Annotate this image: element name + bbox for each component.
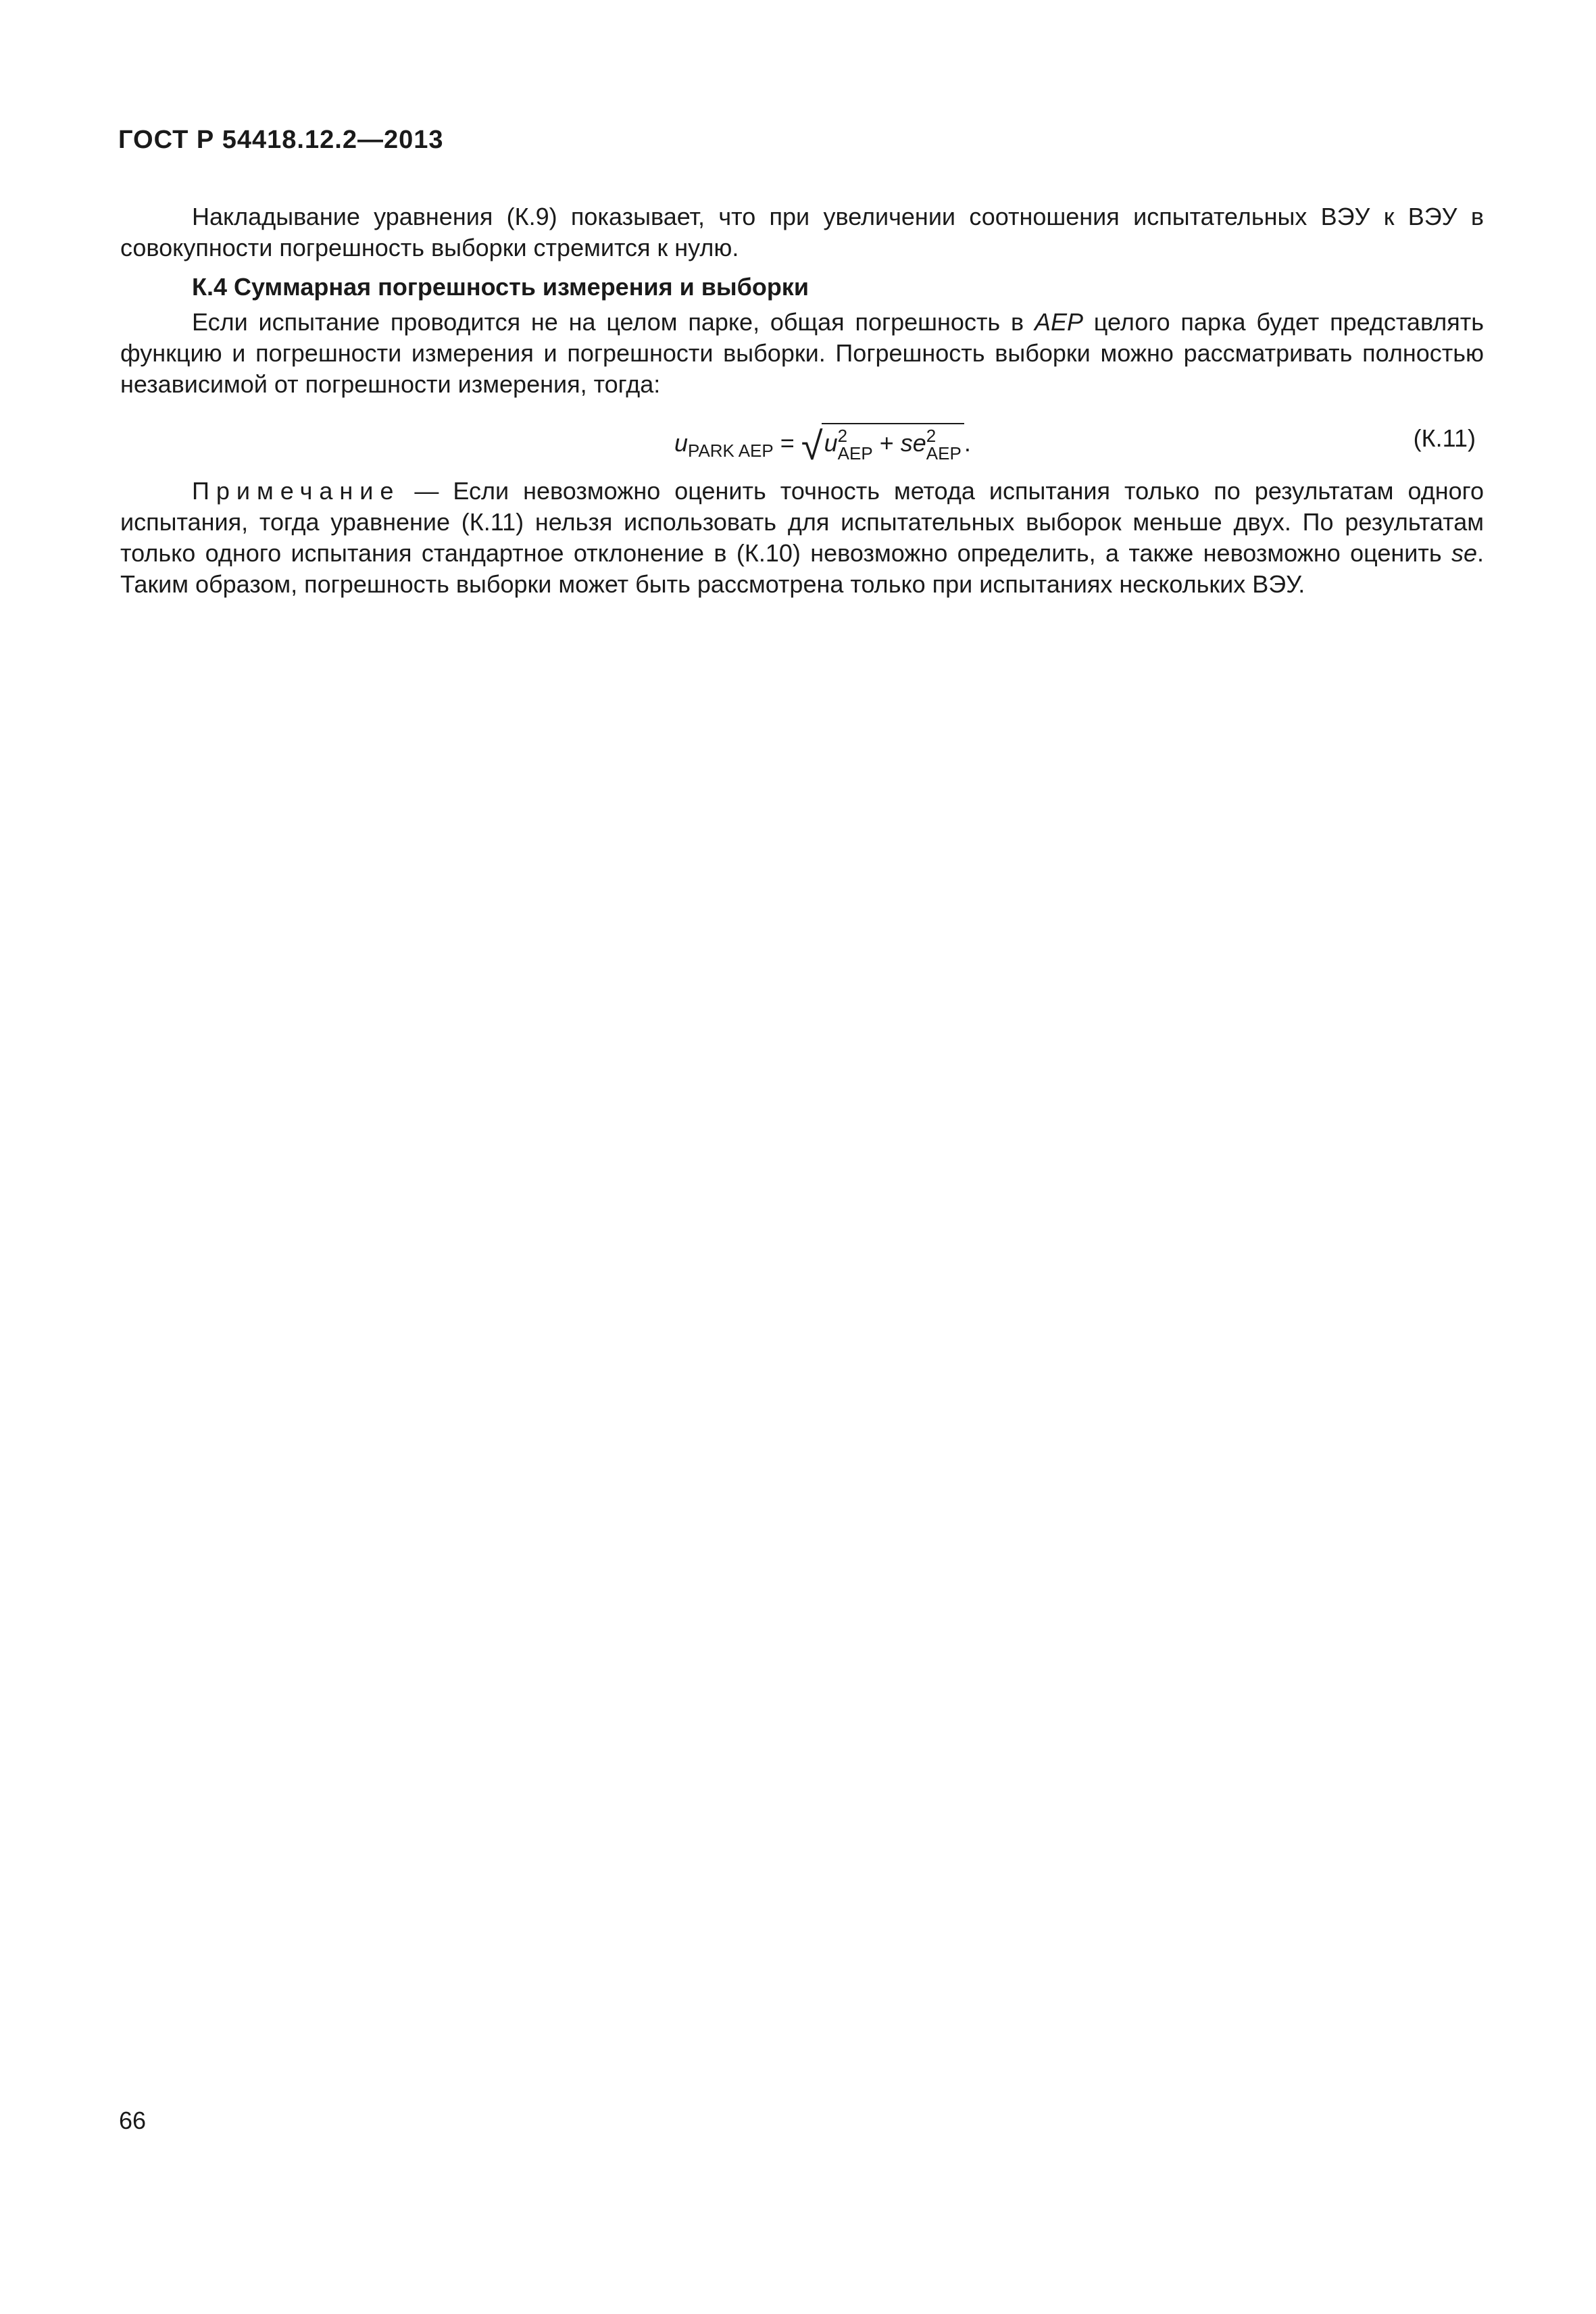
formula-term2-indices — [926, 427, 962, 462]
formula-lhs-var: u — [674, 429, 689, 457]
equation-number: (К.11) — [1413, 424, 1476, 452]
aep-term: AEP — [1034, 308, 1083, 336]
note-text-before: — Если невозможно оценить точность метода испытания только по результатам одного испытания, тогда уравнение (К.11) нельзя использовать для испытательных выборок меньше двух. По результатам только одного испытания стандартное отклонение в (К.10) невозможно определить, а также невозможно оценить — [120, 477, 1484, 567]
formula-expression — [674, 423, 971, 466]
formula-term2-sub: AEP — [926, 443, 962, 463]
formula-end: . — [964, 429, 971, 457]
formula-term2-sup: 2 — [926, 426, 937, 446]
formula-term1-var: u — [824, 429, 838, 457]
note-label: Примечание — [192, 477, 401, 505]
note-text-after: . Таким образом, погрешность выборки может быть рассмотрена только при испытаниях нескольких ВЭУ. — [120, 539, 1484, 598]
paragraph-text-after: целого парка будет представлять функцию и погрешности измерения и погрешности выборки. Погрешность выборки можно рассматривать полностью независимой от погрешности измерения, тогда: — [120, 308, 1484, 398]
paragraph-text-before: Если испытание проводится не на целом парке, общая погрешность в — [192, 308, 1034, 336]
formula-term1-sub: AEP — [837, 443, 873, 463]
formula-plus: + — [879, 429, 894, 457]
note-paragraph — [120, 476, 1484, 600]
formula-radicand — [822, 423, 964, 462]
paragraph-total-uncertainty — [120, 307, 1484, 400]
page-number: 66 — [119, 2107, 147, 2134]
document-body — [120, 201, 1484, 600]
formula-term1-sup: 2 — [837, 426, 848, 446]
formula-term1-indices — [838, 427, 873, 462]
section-heading-k4: К.4 Суммарная погрешность измерения и выборки — [192, 273, 809, 301]
formula-term2-var: se — [900, 429, 926, 457]
standard-header: ГОСТ Р 54418.12.2—2013 — [118, 126, 444, 154]
se-term: se — [1451, 539, 1477, 567]
equation-k11 — [120, 408, 1484, 470]
formula-equals: = — [780, 429, 795, 457]
formula-lhs-sub: PARK AEP — [688, 441, 774, 461]
sqrt-icon: √ — [801, 424, 823, 468]
paragraph-sampling-error: Накладывание уравнения (К.9) показывает, что при увеличении соотношения испытательных ВЭУ к ВЭУ в совокупности погрешность выборки стремится к нулю. — [120, 203, 1484, 261]
